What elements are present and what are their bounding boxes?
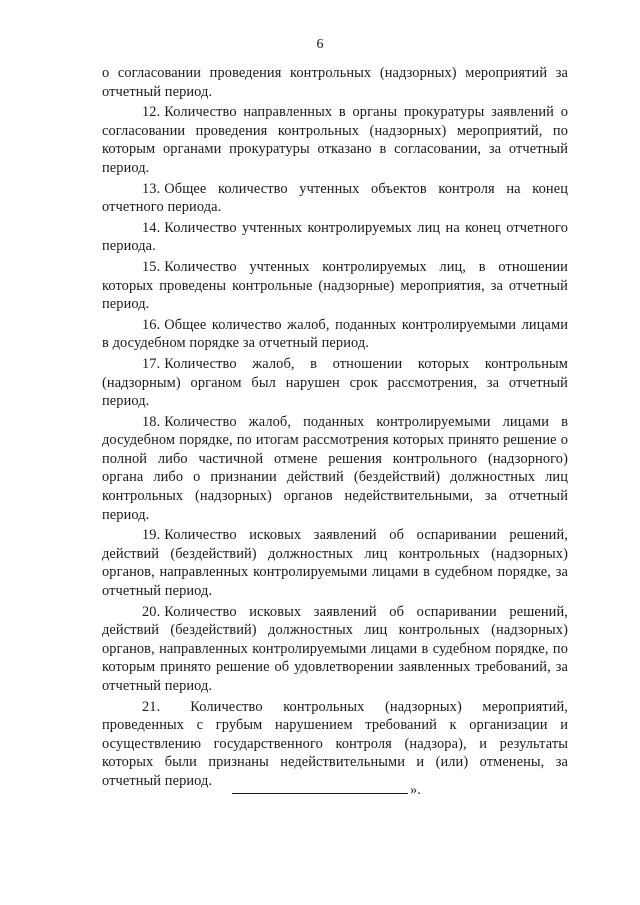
paragraph-text: Количество жалоб, поданных контролируемыми лицами в досудебном порядке, по итогам рассмотрения которых принято решение о полной либо частичной отмене решения контрольного (надзорного) органа либо о признании действий (бездействий) должностных лиц контрольных (надзорных) органов недействительными, за отчетный период. [102, 413, 568, 523]
paragraph-number: 15. [142, 258, 161, 275]
paragraph-text: Количество учтенных контролируемых лиц, в отношении которых проведены контрольные (надзорные) мероприятия, за отчетный период. [102, 258, 568, 313]
page-number: 6 [316, 37, 324, 52]
paragraph-number: 13. [142, 180, 161, 197]
paragraph-19 [102, 526, 568, 600]
paragraph-number: 19. [142, 527, 161, 544]
paragraph-18 [102, 413, 568, 525]
paragraph-number: 21. [142, 698, 161, 715]
paragraph-17 [102, 355, 568, 411]
paragraph-13 [102, 180, 568, 217]
paragraph-text: Количество учтенных контролируемых лиц на конец отчетного периода. [102, 219, 568, 255]
paragraph-text: Количество направленных в органы прокуратуры заявлений о согласовании проведения контрольных (надзорных) мероприятий, по которым органами прокуратуры отказано в согласовании, за отчетный период. [102, 104, 568, 176]
paragraph-12 [102, 103, 568, 177]
paragraph-text: Общее количество учтенных объектов контроля на конец отчетного периода. [102, 180, 568, 216]
paragraph-15 [102, 258, 568, 314]
paragraph-number: 20. [142, 603, 161, 620]
paragraph-16 [102, 316, 568, 353]
paragraph-text: Количество контрольных (надзорных) мероприятий, проведенных с грубым нарушением требований к организации и осуществлению государственного контроля (надзора), и результаты которых были признаны недействительными и (или) отменены, за отчетный период. [102, 698, 568, 789]
closing-quote-mark: ». [410, 782, 421, 798]
paragraph-text: Количество жалоб, в отношении которых контрольным (надзорным) органом был нарушен срок рассмотрения, за отчетный период. [102, 355, 568, 410]
paragraph-number: 16. [142, 316, 161, 333]
paragraph-14 [102, 219, 568, 256]
paragraph-continuation [102, 64, 568, 101]
paragraph-text: Количество исковых заявлений об оспаривании решений, действий (бездействий) должностных лиц контрольных (надзорных) органов, направленных контролируемыми лицами в судебном порядке, за отчетный период. [102, 527, 568, 600]
paragraph-text: о согласовании проведения контрольных (надзорных) мероприятий за отчетный период. [102, 65, 568, 100]
signature-underline [232, 780, 408, 794]
paragraph-number: 18. [142, 413, 161, 430]
paragraph-20 [102, 603, 568, 696]
paragraph-number: 14. [142, 219, 161, 236]
paragraph-21 [102, 698, 568, 791]
paragraph-number: 17. [142, 355, 161, 372]
paragraph-number: 12. [142, 104, 161, 121]
paragraph-text: Количество исковых заявлений об оспаривании решений, действий (бездействий) должностных лиц контрольных (надзорных) органов, направленных контролируемыми лицами в судебном порядке, по которым принято решение об удовлетворении заявленных требований, за отчетный период. [102, 603, 568, 694]
document-body [102, 64, 568, 793]
closing-line [232, 780, 432, 800]
paragraph-text: Общее количество жалоб, поданных контролируемыми лицами в досудебном порядке за отчетный период. [102, 316, 568, 352]
